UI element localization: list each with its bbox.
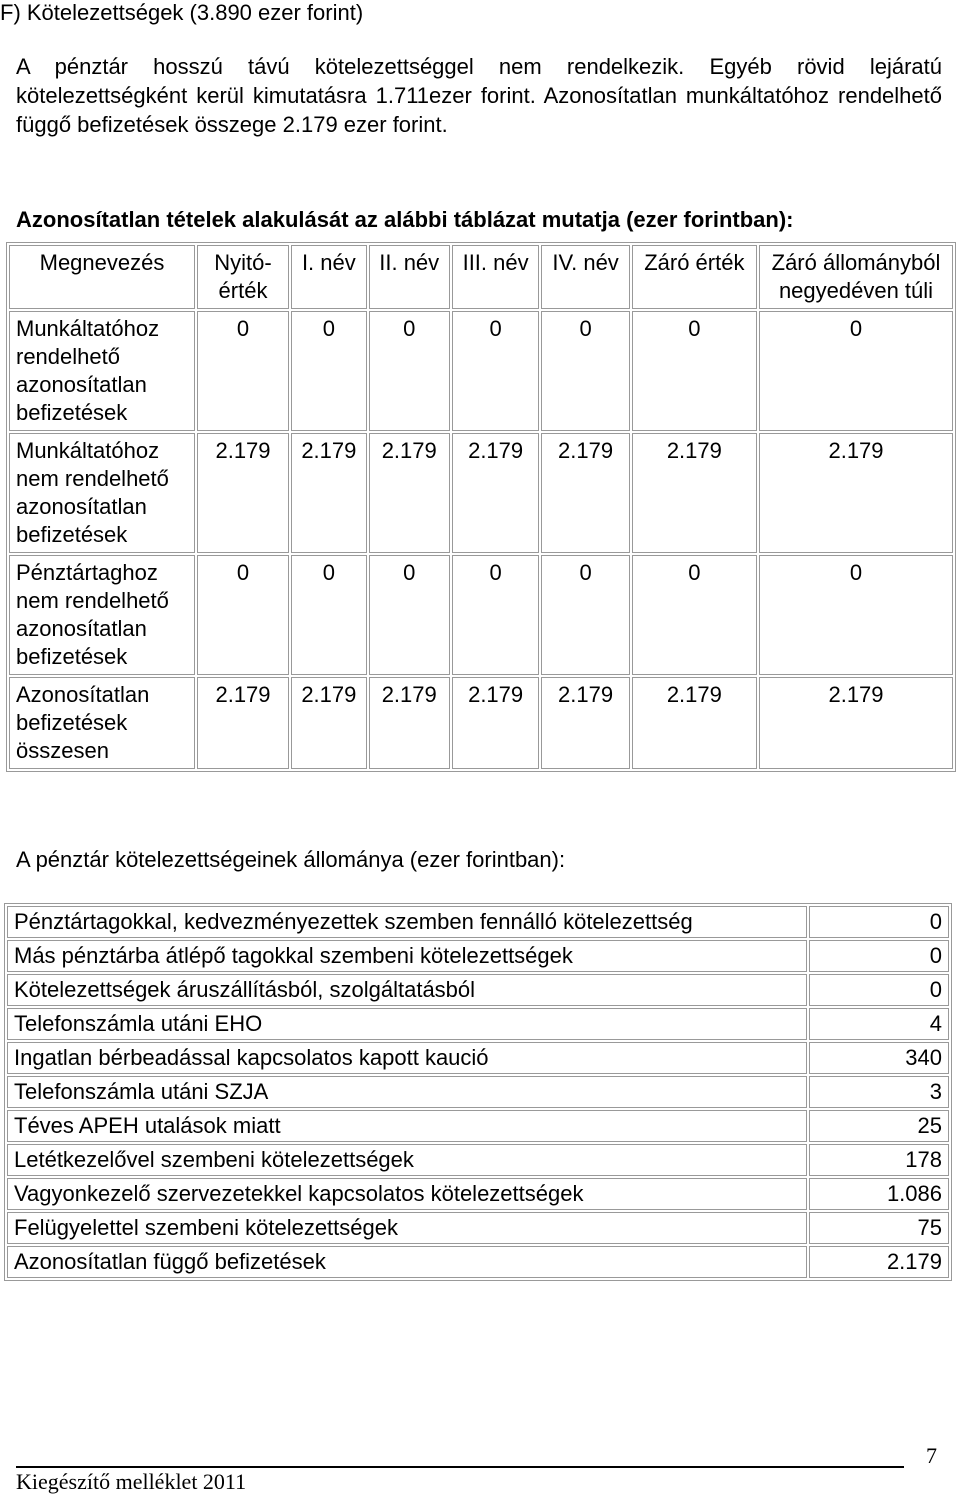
amount-cell: 4 xyxy=(809,1008,949,1040)
table-cell: 0 xyxy=(369,311,450,431)
table-cell: 0 xyxy=(541,555,629,675)
unidentified-items-table xyxy=(6,242,956,772)
table-row xyxy=(9,555,953,675)
header-cell: IV. név xyxy=(541,245,629,309)
table-row xyxy=(7,906,949,938)
liabilities-table xyxy=(4,903,952,1281)
table-cell: 2.179 xyxy=(369,677,450,769)
table-cell: 2.179 xyxy=(452,677,540,769)
row-label: Pénztártaghoz nem rendelhető azonosítatlan befizetések xyxy=(9,555,195,675)
row-label: Azonosítatlan függő befizetések xyxy=(7,1246,807,1278)
amount-cell: 0 xyxy=(809,906,949,938)
table-cell: 2.179 xyxy=(197,433,289,553)
row-label: Letétkezelővel szembeni kötelezettségek xyxy=(7,1144,807,1176)
table-row xyxy=(7,974,949,1006)
header-cell: Záró érték xyxy=(632,245,757,309)
amount-cell: 0 xyxy=(809,940,949,972)
intro-paragraph: A pénztár hosszú távú kötelezettséggel nem rendelkezik. Egyéb rövid lejáratú kötelezettségként kerül kimutatásra 1.711ezer forint. Azonosítatlan munkáltatóhoz rendelhető függő befizetések összege 2.179 ezer forint. xyxy=(16,54,942,137)
table-cell: 0 xyxy=(291,555,367,675)
table-cell: 2.179 xyxy=(759,677,953,769)
row-label: Téves APEH utalások miatt xyxy=(7,1110,807,1142)
table-cell: 2.179 xyxy=(369,433,450,553)
row-label: Telefonszámla utáni SZJA xyxy=(7,1076,807,1108)
table-cell: 0 xyxy=(632,311,757,431)
table-cell: 0 xyxy=(197,311,289,431)
table-cell: 0 xyxy=(541,311,629,431)
table-row xyxy=(9,433,953,553)
table-row xyxy=(7,1008,949,1040)
table-cell: 0 xyxy=(452,311,540,431)
table-row xyxy=(7,940,949,972)
table-cell: 2.179 xyxy=(759,433,953,553)
table-cell: 0 xyxy=(369,555,450,675)
header-cell: I. név xyxy=(291,245,367,309)
footer-divider xyxy=(16,1466,904,1468)
section-heading: F) Kötelezettségek (3.890 ezer forint) xyxy=(0,0,364,25)
header-cell: Záró állományból negyedéven túli xyxy=(759,245,953,309)
table-cell: 0 xyxy=(759,555,953,675)
table-cell: 2.179 xyxy=(291,433,367,553)
table-cell: 2.179 xyxy=(541,677,629,769)
header-cell: Nyitó-érték xyxy=(197,245,289,309)
amount-cell: 3 xyxy=(809,1076,949,1108)
amount-cell: 25 xyxy=(809,1110,949,1142)
table-cell: 2.179 xyxy=(452,433,540,553)
row-label: Munkáltatóhoz nem rendelhető azonosítatlan befizetések xyxy=(9,433,195,553)
amount-cell: 0 xyxy=(809,974,949,1006)
row-label: Azonosítatlan befizetések összesen xyxy=(9,677,195,769)
table-row xyxy=(7,1212,949,1244)
table-row xyxy=(7,1042,949,1074)
amount-cell: 75 xyxy=(809,1212,949,1244)
table1-title: Azonosítatlan tételek alakulását az alábbi táblázat mutatja (ezer forintban): xyxy=(16,207,794,232)
row-label: Vagyonkezelő szervezetekkel kapcsolatos kötelezettségek xyxy=(7,1178,807,1210)
amount-cell: 178 xyxy=(809,1144,949,1176)
page-number: 7 xyxy=(926,1443,937,1468)
table-row xyxy=(9,311,953,431)
table-row xyxy=(7,1110,949,1142)
row-label: Más pénztárba átlépő tagokkal szembeni kötelezettségek xyxy=(7,940,807,972)
header-cell: III. név xyxy=(452,245,540,309)
table-cell: 0 xyxy=(759,311,953,431)
table-cell: 0 xyxy=(197,555,289,675)
table-cell: 2.179 xyxy=(291,677,367,769)
row-label: Kötelezettségek áruszállításból, szolgáltatásból xyxy=(7,974,807,1006)
table-row xyxy=(7,1246,949,1278)
table2-title: A pénztár kötelezettségeinek állománya (ezer forintban): xyxy=(16,847,566,872)
header-cell: II. név xyxy=(369,245,450,309)
row-label: Ingatlan bérbeadással kapcsolatos kapott kaució xyxy=(7,1042,807,1074)
table-cell: 2.179 xyxy=(632,677,757,769)
table-cell: 2.179 xyxy=(632,433,757,553)
table-header-row xyxy=(9,245,953,309)
table-cell: 0 xyxy=(452,555,540,675)
row-label: Telefonszámla utáni EHO xyxy=(7,1008,807,1040)
table-row xyxy=(7,1144,949,1176)
table-cell: 0 xyxy=(632,555,757,675)
table-row xyxy=(7,1178,949,1210)
table-cell: 2.179 xyxy=(541,433,629,553)
footer-text: Kiegészítő melléklet 2011 xyxy=(16,1469,247,1494)
table-cell: 0 xyxy=(291,311,367,431)
row-label: Felügyelettel szembeni kötelezettségek xyxy=(7,1212,807,1244)
header-cell: Megnevezés xyxy=(9,245,195,309)
table-cell: 2.179 xyxy=(197,677,289,769)
amount-cell: 2.179 xyxy=(809,1246,949,1278)
amount-cell: 1.086 xyxy=(809,1178,949,1210)
table-row xyxy=(9,677,953,769)
amount-cell: 340 xyxy=(809,1042,949,1074)
row-label: Munkáltatóhoz rendelhető azonosítatlan befizetések xyxy=(9,311,195,431)
row-label: Pénztártagokkal, kedvezményezettek szemben fennálló kötelezettség xyxy=(7,906,807,938)
table-row xyxy=(7,1076,949,1108)
